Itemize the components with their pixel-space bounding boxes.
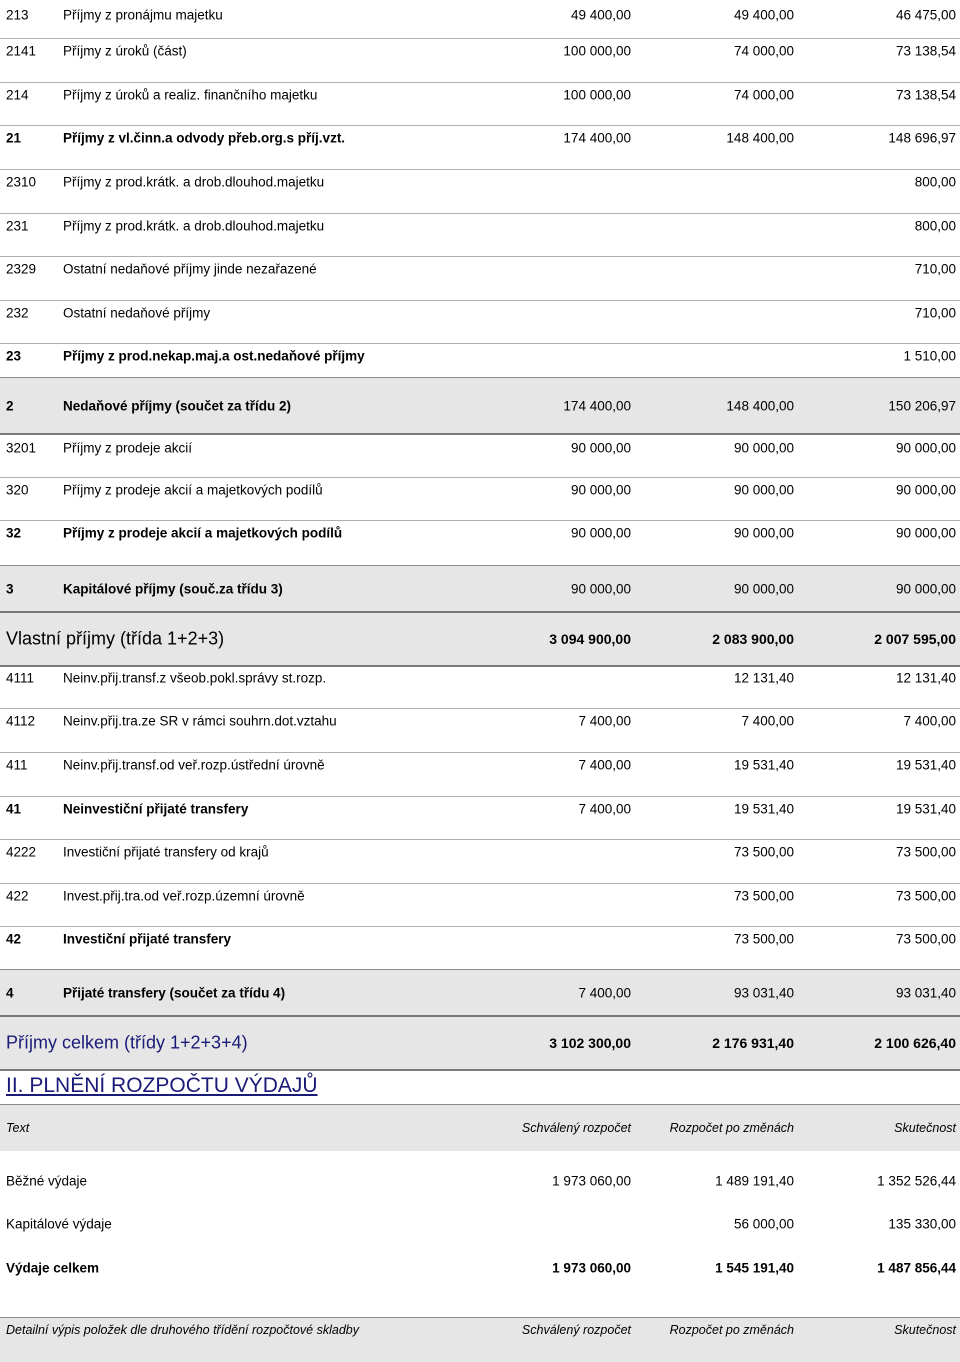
row-actual: 93 031,40 (895, 985, 956, 1001)
row-actual: 148 696,97 (888, 130, 956, 146)
row-name: Příjmy z prod.krátk. a drob.dlouhod.majetku (63, 218, 325, 234)
row-code: 42 (6, 931, 22, 947)
row-actual: 12 131,40 (895, 670, 956, 686)
row-name: Invest.přij.tra.od veř.rozp.územní úrovně (63, 888, 305, 904)
row-code: 232 (6, 305, 29, 321)
table-row (0, 752, 960, 777)
row-name: Příjmy z úroků (část) (63, 43, 187, 59)
row-adjusted: 19 531,40 (733, 801, 794, 817)
table-row (0, 169, 960, 194)
row-actual: 800,00 (914, 174, 956, 190)
row-name: Výdaje celkem (6, 1260, 100, 1276)
row-approved: 100 000,00 (563, 87, 631, 103)
row-name: Příjmy z prodeje akcií (63, 440, 193, 456)
row-code: 3201 (6, 440, 37, 456)
row-adjusted: 2 083 900,00 (712, 631, 794, 647)
row-adjusted: 90 000,00 (733, 440, 794, 456)
table-row (0, 839, 960, 864)
row-code: 41 (6, 801, 22, 817)
row-code: 2310 (6, 174, 37, 190)
row-actual: 150 206,97 (888, 398, 956, 414)
row-approved: 174 400,00 (563, 398, 631, 414)
row-code: 213 (6, 7, 29, 23)
header-adjusted: Rozpočet po změnách (669, 1323, 794, 1337)
row-name: Příjmy z vl.činn.a odvody přeb.org.s příj.vzt. (63, 130, 346, 146)
table-row (0, 926, 960, 951)
table-row (0, 125, 960, 150)
expense-row (0, 1212, 960, 1236)
row-actual: 90 000,00 (895, 440, 956, 456)
row-code: 23 (6, 348, 22, 364)
row-code: 422 (6, 888, 29, 904)
row-adjusted: 56 000,00 (733, 1216, 794, 1232)
row-name: Běžné výdaje (6, 1173, 88, 1189)
row-actual: 710,00 (914, 261, 956, 277)
row-actual: 73 500,00 (895, 844, 956, 860)
row-adjusted: 93 031,40 (733, 985, 794, 1001)
table-row (0, 433, 960, 461)
row-adjusted: 73 500,00 (733, 888, 794, 904)
row-adjusted: 12 131,40 (733, 670, 794, 686)
row-name: Ostatní nedaňové příjmy (63, 305, 211, 321)
row-code: 4 (6, 985, 14, 1001)
table-row (0, 883, 960, 908)
row-actual: 73 500,00 (895, 931, 956, 947)
row-name: Příjmy celkem (třídy 1+2+3+4) (6, 1032, 248, 1053)
row-name: Ostatní nedaňové příjmy jinde nezařazené (63, 261, 317, 277)
detail-header-row (0, 1317, 960, 1362)
row-code: 320 (6, 482, 29, 498)
row-name: Neinv.přij.transf.z všeob.pokl.správy st.rozp. (63, 670, 327, 686)
header-approved: Schválený rozpočet (521, 1121, 631, 1135)
row-name: Příjmy z prodeje akcií a majetkových podílů (63, 482, 323, 498)
row-approved: 7 400,00 (578, 757, 631, 773)
row-name: Neinvestiční přijaté transfery (63, 801, 249, 817)
row-adjusted: 1 545 191,40 (715, 1260, 794, 1276)
row-name: Příjmy z prodeje akcií a majetkových podílů (63, 525, 343, 541)
row-actual: 90 000,00 (895, 525, 956, 541)
row-adjusted: 49 400,00 (733, 7, 794, 23)
class-total-row (0, 565, 960, 612)
row-actual: 800,00 (914, 218, 956, 234)
row-name: Přijaté transfery (součet za třídu 4) (63, 985, 286, 1001)
row-adjusted: 74 000,00 (733, 87, 794, 103)
header-adjusted: Rozpočet po změnách (669, 1121, 794, 1135)
row-code: 411 (6, 757, 28, 773)
row-name: Příjmy z úroků a realiz. finančního majetku (63, 87, 318, 103)
row-name: Kapitálové příjmy (souč.za třídu 3) (63, 581, 283, 597)
table-row (0, 666, 960, 690)
row-approved: 90 000,00 (570, 440, 631, 456)
table-row (0, 82, 960, 107)
row-approved: 7 400,00 (578, 801, 631, 817)
row-actual: 1 487 856,44 (877, 1260, 956, 1276)
row-name: Příjmy z prod.krátk. a drob.dlouhod.majetku (63, 174, 325, 190)
header-text: Detailní výpis položek dle druhového třídění rozpočtové skladby (6, 1323, 359, 1337)
row-adjusted: 7 400,00 (741, 713, 794, 729)
row-name: Neinv.přij.transf.od veř.rozp.ústřední úrovně (63, 757, 325, 773)
row-code: 4111 (6, 670, 35, 686)
row-actual: 19 531,40 (895, 757, 956, 773)
table-row (0, 38, 960, 63)
row-approved: 90 000,00 (570, 525, 631, 541)
row-adjusted: 90 000,00 (733, 482, 794, 498)
header-approved: Schválený rozpočet (521, 1323, 631, 1337)
row-adjusted: 1 489 191,40 (715, 1173, 794, 1189)
row-approved: 49 400,00 (570, 7, 631, 23)
row-adjusted: 148 400,00 (726, 398, 794, 414)
row-name: Vlastní příjmy (třída 1+2+3) (6, 628, 225, 649)
row-actual: 90 000,00 (895, 482, 956, 498)
row-approved: 7 400,00 (578, 985, 631, 1001)
row-actual: 73 138,54 (895, 87, 956, 103)
row-actual: 2 007 595,00 (874, 631, 956, 647)
table-row (0, 213, 960, 238)
row-adjusted: 19 531,40 (733, 757, 794, 773)
row-name: Investiční přijaté transfery od krajů (63, 844, 269, 860)
row-code: 2 (6, 398, 14, 414)
row-approved: 100 000,00 (563, 43, 631, 59)
header-actual: Skutečnost (894, 1121, 956, 1135)
class-total-row (0, 377, 960, 434)
row-name: Investiční přijaté transfery (63, 931, 232, 947)
table-row (0, 300, 960, 325)
row-name: Kapitálové výdaje (6, 1216, 112, 1232)
row-name: Neinv.přij.tra.ze SR v rámci souhrn.dot.vztahu (63, 713, 337, 729)
income-grand-total-row (0, 1015, 960, 1071)
row-code: 4112 (6, 713, 36, 729)
row-code: 214 (6, 87, 29, 103)
row-name: Nedaňové příjmy (součet za třídu 2) (63, 398, 292, 414)
row-approved: 3 102 300,00 (549, 1035, 631, 1051)
row-code: 231 (6, 218, 29, 234)
class-total-row (0, 969, 960, 1016)
expense-total-row (0, 1256, 960, 1280)
row-code: 2141 (6, 43, 37, 59)
row-name: Příjmy z pronájmu majetku (63, 7, 223, 23)
row-approved: 3 094 900,00 (549, 631, 631, 647)
row-adjusted: 73 500,00 (733, 844, 794, 860)
row-adjusted: 74 000,00 (733, 43, 794, 59)
header-text: Text (6, 1121, 30, 1135)
table-row (0, 0, 960, 30)
column-header-row (0, 1104, 960, 1151)
row-name: Příjmy z prod.nekap.maj.a ost.nedaňové příjmy (63, 348, 365, 364)
row-approved: 90 000,00 (570, 581, 631, 597)
row-adjusted: 73 500,00 (733, 931, 794, 947)
row-code: 21 (6, 130, 22, 146)
table-row (0, 796, 960, 821)
row-adjusted: 2 176 931,40 (712, 1035, 794, 1051)
section-title: II. PLNĚNÍ ROZPOČTU VÝDAJŮ (6, 1074, 318, 1097)
table-row (0, 343, 960, 368)
row-approved: 1 973 060,00 (552, 1173, 631, 1189)
row-actual: 1 510,00 (903, 348, 956, 364)
row-adjusted: 90 000,00 (733, 525, 794, 541)
row-actual: 19 531,40 (895, 801, 956, 817)
row-actual: 73 500,00 (895, 888, 956, 904)
row-actual: 90 000,00 (895, 581, 956, 597)
row-approved: 1 973 060,00 (552, 1260, 631, 1276)
row-code: 3 (6, 581, 14, 597)
table-row (0, 520, 960, 545)
row-actual: 73 138,54 (895, 43, 956, 59)
header-actual: Skutečnost (894, 1323, 956, 1337)
row-code: 4222 (6, 844, 37, 860)
table-row (0, 708, 960, 733)
row-approved: 174 400,00 (563, 130, 631, 146)
row-actual: 1 352 526,44 (877, 1173, 956, 1189)
table-row (0, 477, 960, 502)
row-actual: 135 330,00 (888, 1216, 956, 1232)
row-approved: 90 000,00 (570, 482, 631, 498)
row-adjusted: 90 000,00 (733, 581, 794, 597)
row-actual: 2 100 626,40 (874, 1035, 956, 1051)
row-adjusted: 148 400,00 (726, 130, 794, 146)
row-approved: 7 400,00 (578, 713, 631, 729)
table-row (0, 256, 960, 281)
row-code: 2329 (6, 261, 37, 277)
own-income-total-row (0, 611, 960, 667)
row-actual: 710,00 (914, 305, 956, 321)
row-code: 32 (6, 525, 22, 541)
expense-row (0, 1169, 960, 1193)
row-actual: 7 400,00 (903, 713, 956, 729)
row-actual: 46 475,00 (895, 7, 956, 23)
